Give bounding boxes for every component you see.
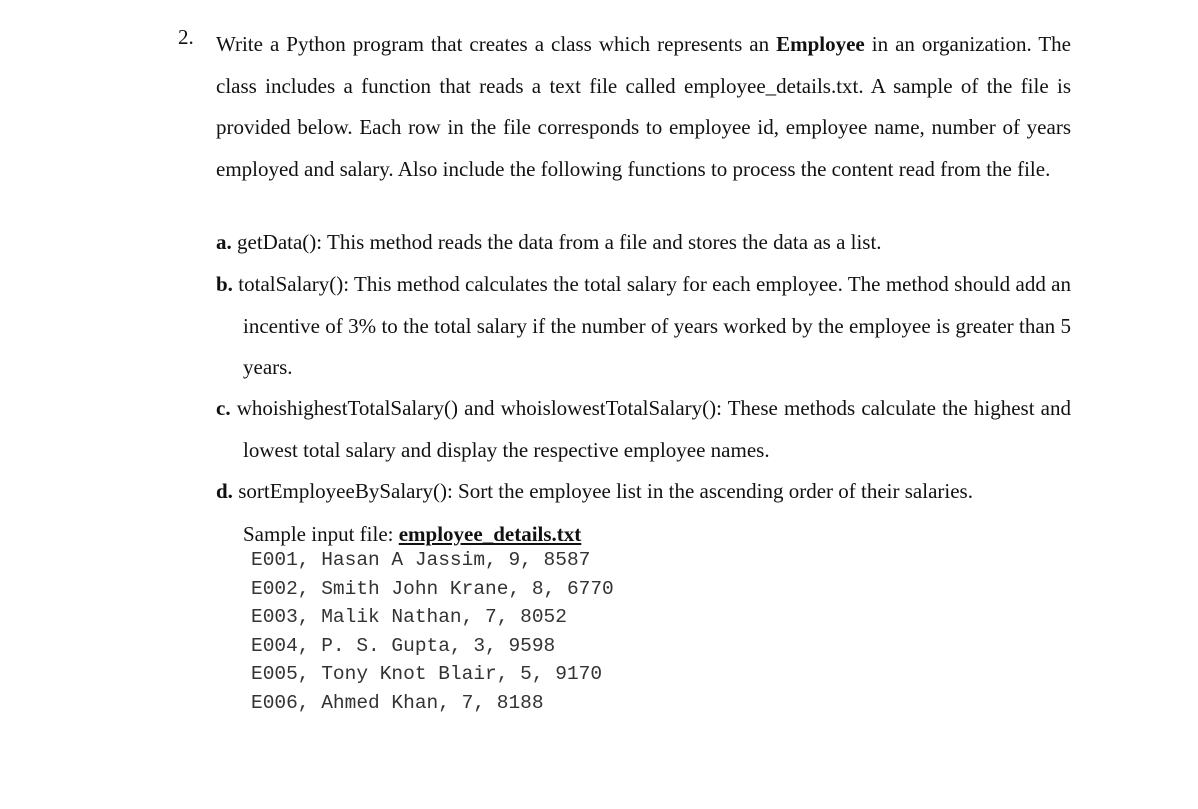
- sample-line: E002, Smith John Krane, 8, 6770: [251, 577, 614, 600]
- list-item-b: [216, 264, 1071, 389]
- list-item-a: [216, 222, 1071, 264]
- item-marker-a: a.: [216, 230, 232, 254]
- item-text-b: totalSalary(): This method calculates the total salary for each employee. The method should add an incentive of 3% to the total salary if the number of years worked by the employee is greater than 5 years.: [232, 272, 1071, 379]
- intro-text-2: in an organization. The class includes a function that reads a text file called employee_details.txt. A sample of the file is provided below. Each row in the file corresponds to employee id, employee name, number of years employed and salary. Also include the following functions to process the content read from the file.: [216, 32, 1071, 181]
- item-text-d: sortEmployeeBySalary(): Sort the employee list in the ascending order of their salaries.: [232, 479, 973, 503]
- sample-label-text: Sample input file:: [243, 522, 399, 546]
- item-text-c: whoishighestTotalSalary() and whoislowestTotalSalary(): These methods calculate the highest and lowest total salary and display the respective employee names.: [230, 396, 1071, 462]
- sample-line: E005, Tony Knot Blair, 5, 9170: [251, 663, 603, 685]
- sample-line: E004, P. S. Gupta, 3, 9598: [251, 634, 556, 657]
- list-item-d: [216, 471, 1071, 513]
- item-marker-d: d.: [216, 479, 233, 503]
- question-number: 2.: [178, 25, 194, 49]
- sample-file-contents: [251, 546, 614, 717]
- sample-filename: employee_details.txt: [398, 522, 582, 546]
- item-marker-c: c.: [216, 396, 231, 420]
- intro-bold-employee: Employee: [776, 32, 865, 56]
- question-intro: [216, 24, 1071, 190]
- sample-line: E003, Malik Nathan, 7, 8052: [251, 606, 567, 628]
- sample-line: E001, Hasan A Jassim, 9, 8587: [251, 549, 591, 571]
- intro-text-1: Write a Python program that creates a class which represents an: [216, 32, 777, 56]
- list-item-c: [216, 388, 1071, 471]
- sample-line: E006, Ahmed Khan, 7, 8188: [251, 691, 544, 714]
- item-text-a: getData(): This method reads the data from a file and stores the data as a list.: [231, 230, 882, 254]
- sample-file-label: [243, 521, 581, 547]
- item-marker-b: b.: [216, 272, 233, 296]
